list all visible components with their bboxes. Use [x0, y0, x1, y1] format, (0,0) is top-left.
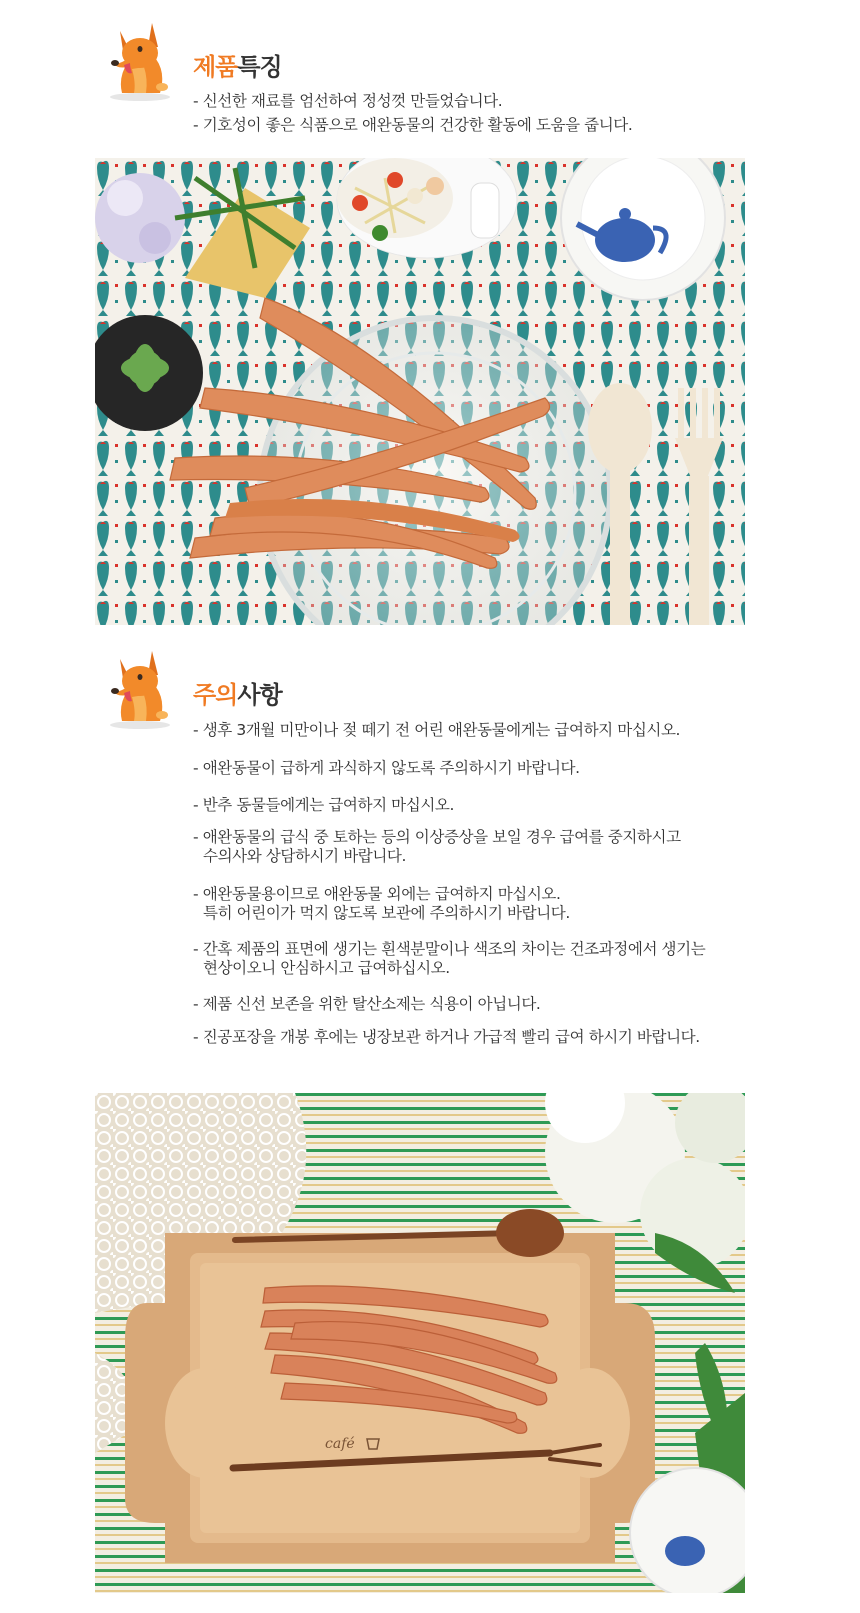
list-item	[193, 796, 833, 828]
product-photo-illustration	[95, 158, 745, 625]
dog-mascot-icon	[100, 17, 186, 101]
list-item-line: - 생후 3개월 미만이나 젖 떼기 전 어린 애완동물에게는 급여하지 마십시오.	[193, 721, 681, 739]
product-photo-table	[95, 158, 745, 625]
tray-photo-illustration	[95, 1093, 745, 1593]
list-item-line: - 반추 동물들에게는 급여하지 마십시오.	[193, 796, 454, 814]
cautions-title-rest: 사항	[237, 681, 282, 709]
list-item	[193, 721, 833, 759]
list-item-line: - 간혹 제품의 표면에 생기는 흰색분말이나 색조의 차이는 건조과정에서 생기는	[193, 940, 706, 958]
dog-mascot-icon	[100, 645, 186, 729]
cautions-title	[193, 675, 282, 710]
list-item-line: - 애완동물이 급하게 과식하지 않도록 주의하시기 바랍니다.	[193, 759, 580, 777]
list-item	[193, 759, 833, 796]
list-item-line: - 진공포장을 개봉 후에는 냉장보관 하거나 가급적 빨리 급여 하시기 바랍니다.	[193, 1028, 700, 1046]
features-list	[193, 92, 833, 135]
features-title-rest: 특징	[237, 53, 282, 81]
list-item	[193, 828, 833, 885]
list-item-line: 현상이오니 안심하시고 급여하십시오.	[203, 959, 450, 977]
cautions-list	[193, 721, 833, 1052]
features-title-accent: 제품	[193, 53, 238, 81]
list-item: - 기호성이 좋은 식품으로 애완동물의 건강한 활동에 도움을 줍니다.	[193, 116, 633, 134]
list-item	[193, 1028, 833, 1052]
list-item-line: - 애완동물용이므로 애완동물 외에는 급여하지 마십시오.	[193, 885, 561, 903]
product-photo-tray	[95, 1093, 745, 1593]
features-header	[100, 17, 800, 87]
list-item: - 신선한 재료를 엄선하여 정성껏 만들었습니다.	[193, 92, 503, 110]
list-item-line: - 애완동물의 급식 중 토하는 등의 이상증상을 보일 경우 급여를 중지하시고	[193, 828, 681, 846]
list-item	[193, 940, 833, 995]
list-item	[193, 885, 833, 940]
features-title	[193, 47, 282, 82]
list-item	[193, 995, 833, 1028]
list-item-line: 수의사와 상담하시기 바랍니다.	[203, 847, 407, 865]
cautions-header	[100, 645, 800, 715]
list-item-line: - 제품 신선 보존을 위한 탈산소제는 식용이 아닙니다.	[193, 995, 541, 1013]
tray-label: café	[325, 1436, 355, 1452]
cautions-title-accent: 주의	[193, 681, 238, 709]
list-item-line: 특히 어린이가 먹지 않도록 보관에 주의하시기 바랍니다.	[203, 904, 570, 922]
